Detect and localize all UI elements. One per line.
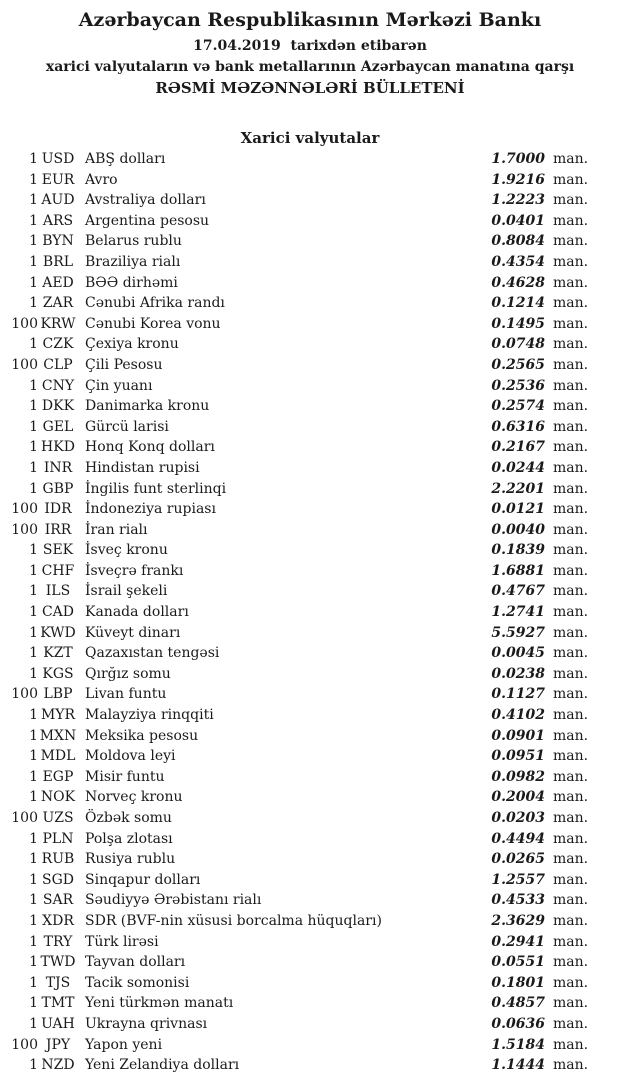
quantity-cell: 1 bbox=[29, 665, 38, 682]
currency-code-cell: INR bbox=[43, 459, 73, 476]
currency-code-cell: ILS bbox=[45, 583, 71, 600]
unit-cell: man. bbox=[553, 604, 589, 621]
scope-line: xarici valyutaların və bank metallarının Azərbaycan manatına qarşı bbox=[45, 59, 575, 75]
unit-cell: man. bbox=[553, 665, 589, 682]
rate-value-cell: 0.2004 bbox=[491, 789, 545, 806]
currency-code-cell: IRR bbox=[44, 521, 72, 538]
rate-row bbox=[0, 211, 620, 232]
rate-row bbox=[0, 684, 620, 705]
rate-value-cell: 0.4494 bbox=[491, 830, 545, 847]
currency-name-cell: Səudiyyə Ərəbistanı rialı bbox=[85, 892, 262, 909]
currency-code-cell: KWD bbox=[40, 624, 76, 641]
quantity-cell: 100 bbox=[11, 521, 38, 538]
currency-name-cell: Danimarka kronu bbox=[85, 398, 210, 415]
rate-value-cell: 0.0636 bbox=[491, 1015, 545, 1032]
currency-code-cell: ZAR bbox=[42, 295, 74, 312]
rate-row bbox=[0, 952, 620, 973]
currency-code-cell: IDR bbox=[44, 501, 72, 518]
currency-name-cell: Norveç kronu bbox=[85, 789, 183, 806]
currency-code-cell: MDL bbox=[40, 748, 76, 765]
rate-value-cell: 0.4628 bbox=[491, 274, 545, 291]
quantity-cell: 1 bbox=[29, 727, 38, 744]
quantity-cell: 1 bbox=[29, 171, 38, 188]
unit-cell: man. bbox=[553, 562, 589, 579]
rate-row bbox=[0, 623, 620, 644]
unit-cell: man. bbox=[553, 1057, 589, 1073]
quantity-cell: 100 bbox=[11, 356, 38, 373]
rate-value-cell: 0.0121 bbox=[491, 501, 545, 518]
quantity-cell: 1 bbox=[29, 954, 38, 971]
rate-row bbox=[0, 1055, 620, 1073]
rate-row bbox=[0, 849, 620, 870]
unit-cell: man. bbox=[553, 336, 589, 353]
rate-value-cell: 2.2201 bbox=[491, 480, 545, 497]
currency-code-cell: BRL bbox=[42, 253, 74, 270]
rate-row bbox=[0, 705, 620, 726]
quantity-cell: 1 bbox=[29, 995, 38, 1012]
currency-name-cell: Hindistan rupisi bbox=[85, 459, 200, 476]
unit-cell: man. bbox=[553, 418, 589, 435]
quantity-cell: 1 bbox=[29, 398, 38, 415]
currency-name-cell: Tayvan dolları bbox=[85, 954, 186, 971]
currency-code-cell: EUR bbox=[41, 171, 75, 188]
rate-row bbox=[0, 190, 620, 211]
currency-code-cell: AUD bbox=[41, 192, 75, 209]
rate-row bbox=[0, 314, 620, 335]
currency-code-cell: SEK bbox=[42, 542, 74, 559]
rate-value-cell: 1.2741 bbox=[491, 604, 545, 621]
quantity-cell: 100 bbox=[11, 1036, 38, 1053]
currency-code-cell: CHF bbox=[41, 562, 75, 579]
currency-name-cell: Polşa zlotası bbox=[85, 830, 173, 847]
currency-code-cell: LBP bbox=[43, 686, 73, 703]
currency-code-cell: ARS bbox=[42, 212, 74, 229]
currency-code-cell: PLN bbox=[42, 830, 74, 847]
rate-value-cell: 1.5184 bbox=[491, 1036, 545, 1053]
currency-name-cell: Küveyt dinarı bbox=[85, 624, 181, 641]
rate-value-cell: 1.1444 bbox=[491, 1057, 545, 1073]
currency-code-cell: DKK bbox=[41, 398, 75, 415]
currency-code-cell: MYR bbox=[40, 707, 76, 724]
rate-value-cell: 1.2223 bbox=[491, 192, 545, 209]
unit-cell: man. bbox=[553, 727, 589, 744]
rate-value-cell: 0.0982 bbox=[491, 768, 545, 785]
unit-cell: man. bbox=[553, 583, 589, 600]
unit-cell: man. bbox=[553, 377, 589, 394]
rate-value-cell: 0.1839 bbox=[491, 542, 545, 559]
currency-name-cell: Kanada dolları bbox=[85, 604, 189, 621]
rate-value-cell: 0.4767 bbox=[491, 583, 545, 600]
currency-name-cell: Çili Pesosu bbox=[85, 356, 163, 373]
unit-cell: man. bbox=[553, 171, 589, 188]
currency-code-cell: CLP bbox=[43, 356, 73, 373]
currency-code-cell: GBP bbox=[42, 480, 74, 497]
rate-row bbox=[0, 149, 620, 170]
rate-value-cell: 0.2565 bbox=[491, 356, 545, 373]
currency-code-cell: UZS bbox=[42, 810, 74, 826]
rate-value-cell: 1.7000 bbox=[491, 151, 545, 167]
quantity-cell: 1 bbox=[29, 1015, 38, 1032]
quantity-cell: 1 bbox=[29, 562, 38, 579]
rate-row bbox=[0, 643, 620, 664]
currency-name-cell: BƏƏ dirhəmi bbox=[85, 274, 178, 291]
unit-cell: man. bbox=[553, 192, 589, 209]
quantity-cell: 1 bbox=[29, 645, 38, 662]
rate-value-cell: 1.2557 bbox=[491, 871, 545, 888]
unit-cell: man. bbox=[553, 851, 589, 868]
quantity-cell: 1 bbox=[29, 933, 38, 950]
rate-row bbox=[0, 231, 620, 252]
currency-name-cell: İsrail şekeli bbox=[85, 583, 168, 600]
quantity-cell: 1 bbox=[29, 377, 38, 394]
unit-cell: man. bbox=[553, 1036, 589, 1053]
quantity-cell: 1 bbox=[29, 851, 38, 868]
currency-code-cell: SGD bbox=[42, 871, 74, 888]
rate-row bbox=[0, 932, 620, 953]
currency-name-cell: Sinqapur dolları bbox=[85, 871, 201, 888]
currency-name-cell: Avro bbox=[85, 171, 118, 188]
currency-name-cell: İsveç kronu bbox=[85, 542, 168, 559]
currency-name-cell: Misir funtu bbox=[85, 768, 165, 785]
unit-cell: man. bbox=[553, 439, 589, 456]
rate-row bbox=[0, 808, 620, 829]
unit-cell: man. bbox=[553, 315, 589, 332]
unit-cell: man. bbox=[553, 151, 589, 167]
quantity-cell: 1 bbox=[29, 768, 38, 785]
rate-row bbox=[0, 520, 620, 541]
rate-value-cell: 0.1495 bbox=[491, 315, 545, 332]
rate-value-cell: 0.1801 bbox=[491, 974, 545, 991]
quantity-cell: 100 bbox=[11, 315, 38, 332]
quantity-cell: 1 bbox=[29, 439, 38, 456]
currency-code-cell: TMT bbox=[41, 995, 75, 1012]
quantity-cell: 1 bbox=[29, 192, 38, 209]
currency-code-cell: RUB bbox=[41, 851, 75, 868]
currency-code-cell: CNY bbox=[41, 377, 75, 394]
currency-name-cell: Rusiya rublu bbox=[85, 851, 176, 868]
currency-name-cell: İran rialı bbox=[85, 521, 148, 538]
quantity-cell: 100 bbox=[11, 810, 38, 826]
quantity-cell: 1 bbox=[29, 295, 38, 312]
rate-value-cell: 1.6881 bbox=[491, 562, 545, 579]
unit-cell: man. bbox=[553, 253, 589, 270]
rate-row bbox=[0, 396, 620, 417]
unit-cell: man. bbox=[553, 871, 589, 888]
rate-row bbox=[0, 417, 620, 438]
quantity-cell: 1 bbox=[29, 830, 38, 847]
rate-value-cell: 0.2941 bbox=[491, 933, 545, 950]
rate-value-cell: 0.0203 bbox=[491, 810, 545, 826]
rate-row bbox=[0, 170, 620, 191]
section-title: Xarici valyutalar bbox=[240, 129, 380, 147]
rate-value-cell: 0.0901 bbox=[491, 727, 545, 744]
unit-cell: man. bbox=[553, 542, 589, 559]
unit-cell: man. bbox=[553, 748, 589, 765]
currency-name-cell: Cənubi Korea vonu bbox=[85, 315, 221, 332]
rate-row bbox=[0, 870, 620, 891]
rates-table bbox=[0, 149, 620, 1073]
currency-code-cell: HKD bbox=[41, 439, 75, 456]
currency-code-cell: UAH bbox=[41, 1015, 75, 1032]
rate-value-cell: 0.2574 bbox=[491, 398, 545, 415]
rate-value-cell: 0.0401 bbox=[491, 212, 545, 229]
rate-row bbox=[0, 499, 620, 520]
currency-name-cell: Qırğız somu bbox=[85, 665, 171, 682]
rate-row bbox=[0, 726, 620, 747]
unit-cell: man. bbox=[553, 212, 589, 229]
unit-cell: man. bbox=[553, 480, 589, 497]
unit-cell: man. bbox=[553, 974, 589, 991]
rate-row bbox=[0, 767, 620, 788]
rate-row bbox=[0, 273, 620, 294]
quantity-cell: 1 bbox=[29, 974, 38, 991]
currency-name-cell: Ukrayna qrivnası bbox=[85, 1015, 208, 1032]
quantity-cell: 1 bbox=[29, 151, 38, 167]
quantity-cell: 1 bbox=[29, 707, 38, 724]
currency-code-cell: JPY bbox=[45, 1036, 71, 1053]
unit-cell: man. bbox=[553, 933, 589, 950]
unit-cell: man. bbox=[553, 912, 589, 929]
unit-cell: man. bbox=[553, 233, 589, 250]
unit-cell: man. bbox=[553, 459, 589, 476]
unit-cell: man. bbox=[553, 892, 589, 909]
rate-row bbox=[0, 890, 620, 911]
currency-name-cell: Türk lirəsi bbox=[85, 933, 159, 950]
rate-row bbox=[0, 561, 620, 582]
rate-value-cell: 0.2536 bbox=[491, 377, 545, 394]
currency-code-cell: AED bbox=[42, 274, 74, 291]
currency-name-cell: Avstraliya dolları bbox=[85, 192, 206, 209]
unit-cell: man. bbox=[553, 398, 589, 415]
rate-value-cell: 0.8084 bbox=[491, 233, 545, 250]
currency-name-cell: Gürcü larisi bbox=[85, 418, 169, 435]
unit-cell: man. bbox=[553, 274, 589, 291]
rate-row bbox=[0, 581, 620, 602]
currency-code-cell: NOK bbox=[40, 789, 76, 806]
unit-cell: man. bbox=[553, 295, 589, 312]
currency-code-cell: EGP bbox=[42, 768, 74, 785]
rate-value-cell: 0.0951 bbox=[491, 748, 545, 765]
currency-code-cell: KZT bbox=[43, 645, 73, 662]
quantity-cell: 100 bbox=[11, 501, 38, 518]
currency-name-cell: Braziliya rialı bbox=[85, 253, 181, 270]
currency-code-cell: GEL bbox=[42, 418, 74, 435]
currency-name-cell: Argentina pesosu bbox=[85, 212, 210, 229]
rate-value-cell: 0.4857 bbox=[491, 995, 545, 1012]
rate-row bbox=[0, 993, 620, 1014]
currency-code-cell: MXN bbox=[39, 727, 77, 744]
quantity-cell: 1 bbox=[29, 459, 38, 476]
unit-cell: man. bbox=[553, 768, 589, 785]
rate-value-cell: 0.0045 bbox=[491, 645, 545, 662]
quantity-cell: 1 bbox=[29, 624, 38, 641]
quantity-cell: 1 bbox=[29, 583, 38, 600]
currency-name-cell: İsveçrə frankı bbox=[85, 562, 184, 579]
rate-row bbox=[0, 458, 620, 479]
rate-row bbox=[0, 334, 620, 355]
currency-code-cell: SAR bbox=[42, 892, 74, 909]
rate-value-cell: 0.0244 bbox=[491, 459, 545, 476]
quantity-cell: 1 bbox=[29, 892, 38, 909]
currency-name-cell: Çexiya kronu bbox=[85, 336, 179, 353]
currency-name-cell: Yeni Zelandiya dolları bbox=[85, 1057, 240, 1073]
currency-code-cell: KGS bbox=[42, 665, 74, 682]
rate-row bbox=[0, 479, 620, 500]
rate-value-cell: 0.0238 bbox=[491, 665, 545, 682]
quantity-cell: 1 bbox=[29, 748, 38, 765]
currency-code-cell: BYN bbox=[42, 233, 74, 250]
currency-code-cell: TWD bbox=[40, 954, 76, 971]
rate-value-cell: 2.3629 bbox=[491, 912, 545, 929]
currency-name-cell: Malayziya rinqqiti bbox=[85, 707, 214, 724]
currency-code-cell: NZD bbox=[41, 1057, 75, 1073]
rate-value-cell: 5.5927 bbox=[491, 624, 545, 641]
unit-cell: man. bbox=[553, 686, 589, 703]
quantity-cell: 1 bbox=[29, 871, 38, 888]
quantity-cell: 1 bbox=[29, 604, 38, 621]
currency-code-cell: USD bbox=[41, 151, 75, 167]
rate-value-cell: 0.4354 bbox=[491, 253, 545, 270]
rate-row bbox=[0, 1035, 620, 1056]
rate-row bbox=[0, 746, 620, 767]
currency-name-cell: ABŞ dolları bbox=[85, 151, 166, 167]
unit-cell: man. bbox=[553, 501, 589, 518]
currency-code-cell: TRY bbox=[43, 933, 73, 950]
currency-name-cell: Yapon yeni bbox=[85, 1036, 163, 1053]
unit-cell: man. bbox=[553, 356, 589, 373]
currency-name-cell: Çin yuanı bbox=[85, 377, 153, 394]
unit-cell: man. bbox=[553, 707, 589, 724]
unit-cell: man. bbox=[553, 645, 589, 662]
currency-name-cell: Qazaxıstan tengəsi bbox=[85, 645, 220, 662]
unit-cell: man. bbox=[553, 521, 589, 538]
currency-name-cell: Belarus rublu bbox=[85, 233, 182, 250]
rate-row bbox=[0, 540, 620, 561]
rate-row bbox=[0, 376, 620, 397]
quantity-cell: 1 bbox=[29, 212, 38, 229]
rate-value-cell: 0.6316 bbox=[491, 418, 545, 435]
currency-name-cell: İndoneziya rupiası bbox=[85, 501, 216, 518]
rate-value-cell: 0.0265 bbox=[491, 851, 545, 868]
currency-code-cell: XDR bbox=[42, 912, 74, 929]
rate-row bbox=[0, 973, 620, 994]
quantity-cell: 1 bbox=[29, 418, 38, 435]
quantity-cell: 1 bbox=[29, 1057, 38, 1073]
rate-row bbox=[0, 252, 620, 273]
currency-code-cell: KRW bbox=[40, 315, 76, 332]
currency-name-cell: Cənubi Afrika randı bbox=[85, 295, 225, 312]
unit-cell: man. bbox=[553, 624, 589, 641]
rate-value-cell: 0.0748 bbox=[491, 336, 545, 353]
rate-value-cell: 0.4533 bbox=[491, 892, 545, 909]
rate-row bbox=[0, 355, 620, 376]
currency-name-cell: Honq Konq dolları bbox=[85, 439, 215, 456]
rate-row bbox=[0, 437, 620, 458]
quantity-cell: 1 bbox=[29, 789, 38, 806]
currency-name-cell: Yeni türkmən manatı bbox=[85, 995, 234, 1012]
rate-row bbox=[0, 293, 620, 314]
quantity-cell: 1 bbox=[29, 253, 38, 270]
rate-row bbox=[0, 911, 620, 932]
rate-value-cell: 0.1127 bbox=[491, 686, 545, 703]
currency-name-cell: Özbək somu bbox=[85, 810, 172, 826]
currency-name-cell: Livan funtu bbox=[85, 686, 167, 703]
currency-code-cell: CAD bbox=[41, 604, 75, 621]
unit-cell: man. bbox=[553, 810, 589, 826]
quantity-cell: 1 bbox=[29, 336, 38, 353]
quantity-cell: 100 bbox=[11, 686, 38, 703]
rate-value-cell: 0.0551 bbox=[491, 954, 545, 971]
unit-cell: man. bbox=[553, 830, 589, 847]
currency-name-cell: SDR (BVF-nin xüsusi borcalma hüquqları) bbox=[85, 912, 382, 929]
rate-row bbox=[0, 664, 620, 685]
date-line: 17.04.2019 tarixdən etibarən bbox=[193, 38, 427, 54]
currency-name-cell: İngilis funt sterlinqi bbox=[85, 480, 227, 497]
rate-value-cell: 0.0040 bbox=[491, 521, 545, 538]
unit-cell: man. bbox=[553, 1015, 589, 1032]
currency-name-cell: Meksika pesosu bbox=[85, 727, 199, 744]
currency-code-cell: TJS bbox=[45, 974, 71, 991]
rate-value-cell: 0.4102 bbox=[491, 707, 545, 724]
currency-name-cell: Tacik somonisi bbox=[85, 974, 190, 991]
quantity-cell: 1 bbox=[29, 274, 38, 291]
currency-code-cell: CZK bbox=[42, 336, 74, 353]
quantity-cell: 1 bbox=[29, 912, 38, 929]
rate-value-cell: 0.2167 bbox=[491, 439, 545, 456]
rate-row bbox=[0, 787, 620, 808]
rate-value-cell: 1.9216 bbox=[491, 171, 545, 188]
quantity-cell: 1 bbox=[29, 233, 38, 250]
rate-row bbox=[0, 602, 620, 623]
quantity-cell: 1 bbox=[29, 480, 38, 497]
unit-cell: man. bbox=[553, 954, 589, 971]
rate-row bbox=[0, 1014, 620, 1035]
quantity-cell: 1 bbox=[29, 542, 38, 559]
unit-cell: man. bbox=[553, 789, 589, 806]
unit-cell: man. bbox=[553, 995, 589, 1012]
bank-title: Azərbaycan Respublikasının Mərkəzi Bankı bbox=[78, 9, 542, 31]
currency-name-cell: Moldova leyi bbox=[85, 748, 176, 765]
rate-row bbox=[0, 829, 620, 850]
rate-value-cell: 0.1214 bbox=[491, 295, 545, 312]
bulletin-title: RƏSMİ MƏZƏNNƏLƏRİ BÜLLETENİ bbox=[155, 79, 465, 97]
